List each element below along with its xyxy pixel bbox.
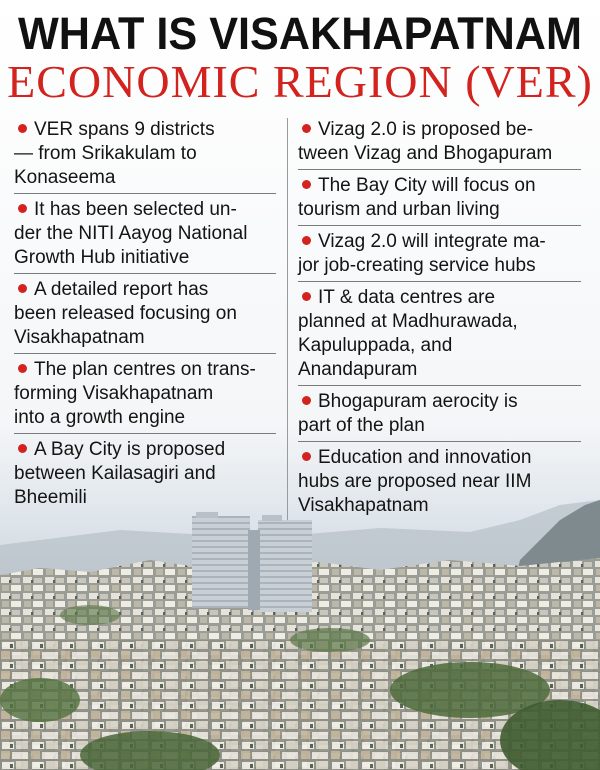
title-line-2: ECONOMIC REGION (VER)	[7, 56, 593, 107]
list-item	[298, 386, 581, 442]
title-line-1: WHAT IS VISAKHAPATNAM	[18, 8, 582, 59]
bullet-dot-icon	[302, 452, 311, 461]
list-item	[298, 442, 581, 521]
bullet-dot-icon	[302, 236, 311, 245]
bullet-dot-icon	[18, 444, 27, 453]
left-bullet-column	[14, 114, 276, 513]
list-item	[298, 114, 581, 170]
bullet-dot-icon	[18, 204, 27, 213]
bullet-dot-icon	[302, 292, 311, 301]
list-item	[298, 170, 581, 226]
list-item	[14, 194, 276, 274]
list-item-text: The Bay City will focus on tourism and urban living	[298, 175, 536, 220]
list-item-text: VER spans 9 districts — from Srikakulam to Konaseema	[14, 119, 215, 188]
list-item	[298, 282, 581, 386]
list-item-text: A Bay City is proposed between Kailasagiri and Bheemili	[14, 439, 226, 508]
list-item-text: The plan centres on trans- forming Visakhapatnam into a growth engine	[14, 359, 256, 428]
headline	[0, 0, 600, 110]
list-item-text: Bhogapuram aerocity is part of the plan	[298, 391, 518, 436]
list-item-text: Vizag 2.0 is proposed be- tween Vizag and Bhogapuram	[298, 119, 553, 164]
bullet-dot-icon	[18, 364, 27, 373]
list-item	[298, 226, 581, 282]
bullet-dot-icon	[302, 180, 311, 189]
bullet-dot-icon	[18, 284, 27, 293]
list-item	[14, 274, 276, 354]
list-item-text: IT & data centres are planned at Madhurawada, Kapuluppada, and Anandapuram	[298, 287, 518, 380]
bullet-dot-icon	[302, 124, 311, 133]
list-item	[14, 434, 276, 513]
list-item	[14, 354, 276, 434]
list-item-text: A detailed report has been released focusing on Visakhapatnam	[14, 279, 237, 348]
list-item-text: Education and innovation hubs are proposed near IIM Visakhapatnam	[298, 447, 532, 516]
list-item-text: Vizag 2.0 will integrate ma- jor job-creating service hubs	[298, 231, 546, 276]
bullet-dot-icon	[18, 124, 27, 133]
column-divider	[287, 118, 288, 520]
bullet-dot-icon	[302, 396, 311, 405]
right-bullet-column	[298, 114, 581, 521]
list-item-text: It has been selected un- der the NITI Aayog National Growth Hub initiative	[14, 199, 248, 268]
list-item	[14, 114, 276, 194]
